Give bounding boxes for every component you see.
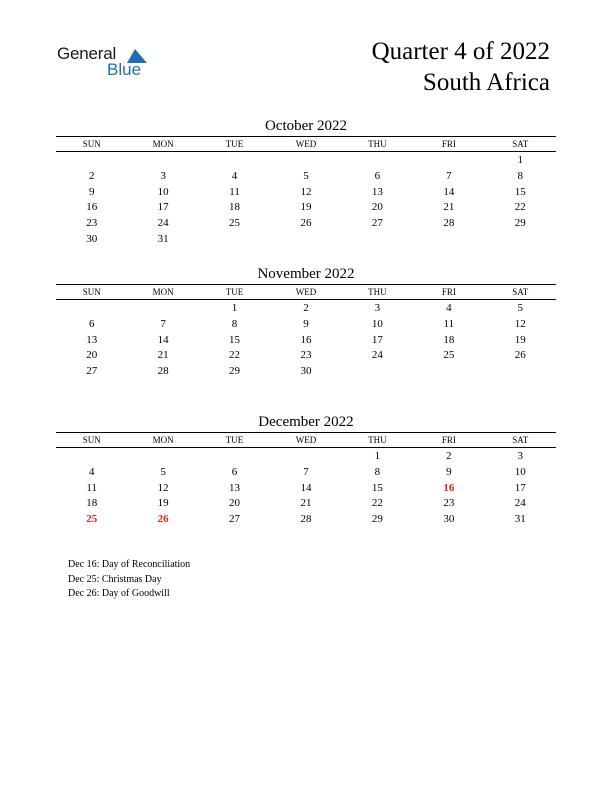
empty-day-cell — [56, 300, 127, 316]
weekday-thu: THU — [368, 139, 387, 149]
weekday-thu: THU — [368, 287, 387, 297]
day-cell: 24 — [371, 349, 383, 362]
day-cell: 13 — [229, 481, 241, 494]
day-cell: 23 — [443, 497, 455, 510]
holiday-day-cell: 16 — [443, 481, 455, 494]
weekday-sat: SAT — [512, 287, 529, 297]
holiday-notes — [68, 558, 190, 602]
empty-day-cell — [199, 231, 270, 247]
day-cell: 11 — [443, 317, 455, 330]
day-cell: 22 — [514, 201, 526, 214]
logo-text-blue: Blue — [107, 60, 142, 79]
day-cell: 6 — [88, 317, 95, 330]
week-row — [56, 215, 556, 231]
day-cell: 18 — [86, 497, 98, 510]
title-quarter: Quarter 4 of 2022 — [371, 38, 550, 65]
weekday-header — [56, 136, 556, 152]
empty-day-cell — [342, 363, 413, 379]
day-cell: 17 — [514, 481, 526, 494]
day-cell: 21 — [157, 349, 169, 362]
weekday-wed: WED — [295, 139, 317, 149]
week-row — [56, 495, 556, 511]
month-grid — [56, 152, 556, 247]
empty-day-cell — [485, 363, 556, 379]
empty-day-cell — [270, 152, 341, 168]
day-cell: 17 — [157, 201, 169, 214]
week-row — [56, 168, 556, 184]
day-cell: 21 — [300, 497, 312, 510]
day-cell: 7 — [446, 169, 452, 182]
day-cell: 23 — [300, 349, 312, 362]
week-row — [56, 332, 556, 348]
day-cell: 27 — [371, 217, 383, 230]
empty-day-cell — [413, 152, 484, 168]
day-cell: 10 — [514, 465, 526, 478]
week-row — [56, 316, 556, 332]
weekday-wed: WED — [295, 287, 317, 297]
weekday-mon: MON — [152, 139, 174, 149]
day-cell: 30 — [300, 365, 312, 378]
day-cell: 12 — [514, 317, 526, 330]
holiday-day-cell: 25 — [86, 513, 98, 526]
weekday-fri: FRI — [441, 287, 456, 297]
month-december — [56, 412, 556, 527]
empty-day-cell — [56, 448, 127, 464]
empty-day-cell — [199, 152, 270, 168]
day-cell: 2 — [303, 302, 309, 314]
empty-day-cell — [127, 152, 198, 168]
day-cell: 10 — [371, 317, 383, 330]
weekday-sat: SAT — [512, 139, 529, 149]
month-title: November 2022 — [257, 266, 355, 282]
day-cell: 15 — [371, 481, 383, 494]
weekday-header — [56, 432, 556, 448]
day-cell: 30 — [86, 232, 98, 245]
week-row — [56, 300, 556, 316]
day-cell: 16 — [86, 201, 98, 214]
week-row — [56, 363, 556, 379]
day-cell: 6 — [231, 465, 238, 478]
day-cell: 5 — [517, 302, 523, 314]
empty-day-cell — [270, 448, 341, 464]
empty-day-cell — [485, 231, 556, 247]
day-cell: 9 — [303, 317, 309, 330]
day-cell: 31 — [157, 232, 169, 245]
month-grid — [56, 300, 556, 379]
day-cell: 17 — [371, 333, 383, 346]
weekday-mon: MON — [152, 287, 174, 297]
day-cell: 13 — [86, 333, 98, 346]
day-cell: 13 — [371, 185, 383, 198]
day-cell: 4 — [231, 169, 238, 182]
day-cell: 29 — [371, 513, 383, 526]
day-cell: 27 — [229, 513, 241, 526]
day-cell: 19 — [300, 201, 312, 214]
day-cell: 15 — [514, 185, 526, 198]
week-row — [56, 480, 556, 496]
holiday-note: Dec 16: Day of Reconciliation — [68, 559, 191, 570]
day-cell: 1 — [231, 302, 238, 314]
weekday-sat: SAT — [512, 435, 529, 445]
day-cell: 26 — [514, 349, 526, 362]
day-cell: 18 — [229, 201, 241, 214]
day-cell: 28 — [300, 513, 312, 526]
weekday-sun: SUN — [82, 139, 101, 149]
day-cell: 14 — [443, 185, 455, 198]
day-cell: 10 — [157, 185, 169, 198]
day-cell: 12 — [300, 185, 312, 198]
empty-day-cell — [127, 448, 198, 464]
day-cell: 16 — [300, 333, 312, 346]
day-cell: 18 — [443, 333, 455, 346]
weekday-sun: SUN — [82, 435, 101, 445]
weekday-fri: FRI — [441, 435, 456, 445]
day-cell: 28 — [443, 217, 455, 230]
day-cell: 25 — [443, 349, 455, 362]
empty-day-cell — [270, 231, 341, 247]
week-row — [56, 231, 556, 247]
day-cell: 8 — [517, 169, 523, 182]
week-row — [56, 448, 556, 464]
holiday-note: Dec 26: Day of Goodwill — [68, 588, 170, 599]
empty-day-cell — [127, 300, 198, 316]
day-cell: 30 — [443, 513, 455, 526]
day-cell: 9 — [446, 465, 452, 478]
day-cell: 8 — [231, 317, 238, 330]
day-cell: 2 — [88, 169, 95, 182]
logo-text-general: General — [57, 44, 117, 63]
day-cell: 31 — [514, 513, 526, 526]
day-cell: 14 — [157, 333, 169, 346]
generalblue-logo — [57, 44, 157, 84]
day-cell: 6 — [374, 169, 381, 182]
day-cell: 20 — [86, 349, 98, 362]
day-cell: 19 — [514, 333, 526, 346]
day-cell: 25 — [229, 217, 241, 230]
day-cell: 20 — [229, 497, 241, 510]
week-row — [56, 152, 556, 168]
day-cell: 8 — [374, 465, 381, 478]
empty-day-cell — [342, 231, 413, 247]
day-cell: 29 — [514, 217, 526, 230]
weekday-mon: MON — [152, 435, 174, 445]
page-title — [372, 36, 550, 98]
day-cell: 4 — [88, 465, 95, 478]
weekday-sun: SUN — [82, 287, 101, 297]
month-grid — [56, 448, 556, 527]
day-cell: 11 — [86, 481, 97, 494]
empty-day-cell — [56, 152, 127, 168]
day-cell: 1 — [517, 154, 523, 166]
day-cell: 3 — [374, 302, 381, 314]
day-cell: 15 — [229, 333, 241, 346]
month-title: October 2022 — [264, 118, 348, 134]
weekday-header — [56, 284, 556, 300]
day-cell: 27 — [86, 365, 98, 378]
day-cell: 24 — [514, 497, 526, 510]
weekday-fri: FRI — [441, 139, 456, 149]
day-cell: 3 — [160, 169, 166, 182]
day-cell: 22 — [229, 349, 241, 362]
day-cell: 23 — [86, 217, 98, 230]
holiday-note: Dec 25: Christmas Day — [68, 573, 162, 585]
day-cell: 7 — [303, 465, 309, 478]
day-cell: 20 — [371, 201, 383, 214]
day-cell: 14 — [300, 481, 312, 494]
week-row — [56, 199, 556, 215]
week-row — [56, 464, 556, 480]
title-country: South Africa — [422, 69, 550, 96]
day-cell: 26 — [300, 217, 312, 230]
week-row — [56, 511, 556, 527]
day-cell: 29 — [229, 365, 241, 378]
month-title: December 2022 — [258, 414, 354, 430]
day-cell: 2 — [446, 450, 452, 462]
weekday-tue: TUE — [225, 139, 244, 149]
day-cell: 22 — [371, 497, 383, 510]
holiday-day-cell: 26 — [157, 513, 169, 526]
day-cell: 5 — [160, 465, 166, 478]
empty-day-cell — [342, 152, 413, 168]
day-cell: 3 — [517, 450, 523, 462]
empty-day-cell — [413, 231, 484, 247]
weekday-tue: TUE — [225, 435, 244, 445]
month-october — [56, 116, 556, 247]
empty-day-cell — [199, 448, 270, 464]
week-row — [56, 184, 556, 200]
day-cell: 4 — [446, 302, 452, 314]
weekday-tue: TUE — [225, 287, 244, 297]
day-cell: 28 — [157, 365, 169, 378]
empty-day-cell — [413, 363, 484, 379]
day-cell: 11 — [229, 185, 240, 198]
day-cell: 24 — [157, 217, 169, 230]
month-november — [56, 264, 556, 379]
day-cell: 21 — [443, 201, 455, 214]
day-cell: 12 — [157, 481, 169, 494]
day-cell: 1 — [374, 450, 381, 462]
weekday-wed: WED — [295, 435, 317, 445]
week-row — [56, 347, 556, 363]
day-cell: 5 — [303, 169, 309, 182]
day-cell: 7 — [160, 317, 166, 330]
day-cell: 9 — [88, 185, 95, 198]
day-cell: 19 — [157, 497, 169, 510]
weekday-thu: THU — [368, 435, 387, 445]
